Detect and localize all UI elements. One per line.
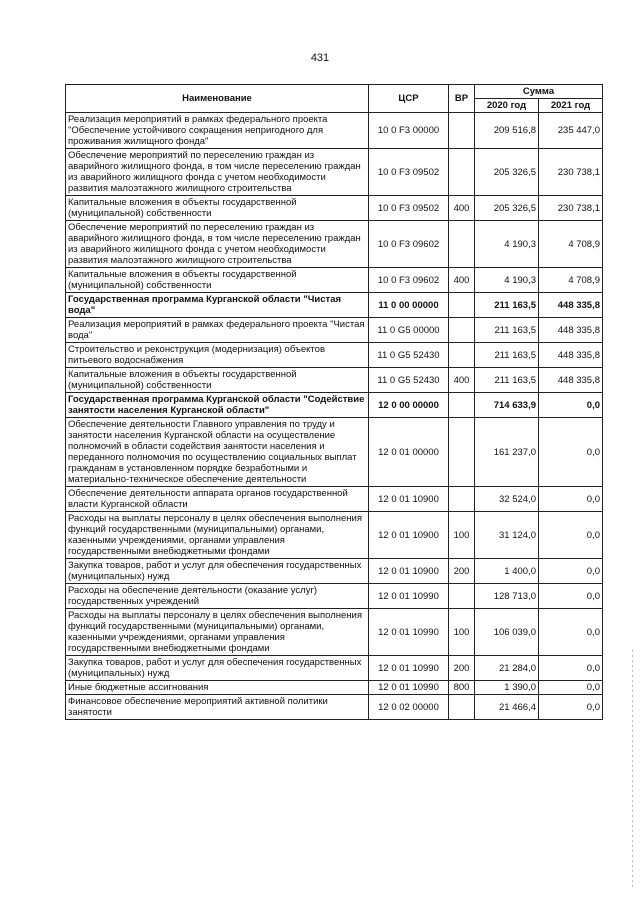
table-row	[66, 113, 603, 149]
row-vr: 200	[449, 559, 475, 584]
row-csr: 12 0 02 00000	[369, 695, 449, 720]
row-sum-2021: 0,0	[539, 512, 603, 559]
row-csr: 12 0 01 10990	[369, 656, 449, 681]
row-name: Обеспечение деятельности Главного управления по труду и занятости населения Курганской области на осуществление полномочий в области содействия занятости населения и переданного полномочия по осуществлению социальных выплат гражданам в установленном порядке безработными и материально-техническое обеспечение деятельности	[66, 418, 369, 487]
row-sum-2021: 0,0	[539, 656, 603, 681]
table-row	[66, 512, 603, 559]
table-row	[66, 393, 603, 418]
row-sum-2020: 21 466,4	[475, 695, 539, 720]
row-name: Обеспечение мероприятий по переселению граждан из аварийного жилищного фонда, в том числе переселению граждан из аварийного жилищного фонда с учетом необходимости развития малоэтажного жилищного строительства	[66, 221, 369, 268]
budget-table	[65, 84, 603, 720]
row-vr	[449, 113, 475, 149]
row-sum-2020: 211 163,5	[475, 318, 539, 343]
row-vr	[449, 318, 475, 343]
row-sum-2020: 205 326,5	[475, 196, 539, 221]
row-name: Расходы на выплаты персоналу в целях обеспечения выполнения функций государственными (муниципальными) органами, казенными учреждениями, органами управления государственными внебюджетными фондами	[66, 512, 369, 559]
row-sum-2020: 211 163,5	[475, 343, 539, 368]
row-vr	[449, 221, 475, 268]
row-sum-2021: 0,0	[539, 393, 603, 418]
row-csr: 10 0 F3 00000	[369, 113, 449, 149]
row-sum-2021: 448 335,8	[539, 318, 603, 343]
row-csr: 11 0 00 00000	[369, 293, 449, 318]
row-sum-2021: 0,0	[539, 609, 603, 656]
scan-artifact	[632, 650, 633, 890]
row-name: Государственная программа Курганской области "Содействие занятости населения Курганской области"	[66, 393, 369, 418]
row-name: Расходы на выплаты персоналу в целях обеспечения выполнения функций государственными (муниципальными) органами, казенными учреждениями, органами управления государственными внебюджетными фондами	[66, 609, 369, 656]
row-vr: 400	[449, 268, 475, 293]
table-row	[66, 268, 603, 293]
row-csr: 12 0 01 10990	[369, 681, 449, 695]
row-vr	[449, 393, 475, 418]
header-sum: Сумма	[475, 85, 603, 99]
table-row	[66, 418, 603, 487]
row-sum-2020: 161 237,0	[475, 418, 539, 487]
header-name: Наименование	[66, 85, 369, 113]
table-row	[66, 318, 603, 343]
row-sum-2020: 209 516,8	[475, 113, 539, 149]
row-vr: 100	[449, 512, 475, 559]
row-csr: 10 0 F3 09602	[369, 268, 449, 293]
row-sum-2021: 0,0	[539, 681, 603, 695]
row-vr: 400	[449, 368, 475, 393]
row-sum-2021: 0,0	[539, 695, 603, 720]
row-sum-2021: 0,0	[539, 584, 603, 609]
row-sum-2020: 21 284,0	[475, 656, 539, 681]
table-row	[66, 368, 603, 393]
table-row	[66, 221, 603, 268]
row-sum-2021: 448 335,8	[539, 368, 603, 393]
header-csr: ЦСР	[369, 85, 449, 113]
row-vr: 200	[449, 656, 475, 681]
row-sum-2021: 230 738,1	[539, 149, 603, 196]
row-sum-2021: 4 708,9	[539, 221, 603, 268]
row-name: Капитальные вложения в объекты государственной (муниципальной) собственности	[66, 368, 369, 393]
row-name: Реализация мероприятий в рамках федерального проекта "Обеспечение устойчивого сокращения непригодного для проживания жилищного фонда"	[66, 113, 369, 149]
row-vr: 100	[449, 609, 475, 656]
row-sum-2020: 211 163,5	[475, 368, 539, 393]
row-name: Закупка товаров, работ и услуг для обеспечения государственных (муниципальных) нужд	[66, 656, 369, 681]
row-name: Реализация мероприятий в рамках федерального проекта "Чистая вода"	[66, 318, 369, 343]
row-csr: 12 0 01 10900	[369, 487, 449, 512]
row-csr: 12 0 01 00000	[369, 418, 449, 487]
row-vr	[449, 584, 475, 609]
row-csr: 11 0 G5 52430	[369, 368, 449, 393]
row-csr: 12 0 01 10990	[369, 609, 449, 656]
row-name: Финансовое обеспечение мероприятий активной политики занятости	[66, 695, 369, 720]
table-row	[66, 487, 603, 512]
row-sum-2020: 714 633,9	[475, 393, 539, 418]
row-csr: 12 0 01 10990	[369, 584, 449, 609]
table-row	[66, 695, 603, 720]
row-sum-2020: 31 124,0	[475, 512, 539, 559]
row-sum-2021: 235 447,0	[539, 113, 603, 149]
table-row	[66, 609, 603, 656]
row-sum-2020: 211 163,5	[475, 293, 539, 318]
row-name: Закупка товаров, работ и услуг для обеспечения государственных (муниципальных) нужд	[66, 559, 369, 584]
header-2020: 2020 год	[475, 99, 539, 113]
row-sum-2020: 128 713,0	[475, 584, 539, 609]
row-vr	[449, 487, 475, 512]
row-csr: 10 0 F3 09502	[369, 149, 449, 196]
row-name: Расходы на обеспечение деятельности (оказание услуг) государственных учреждений	[66, 584, 369, 609]
row-name: Капитальные вложения в объекты государственной (муниципальной) собственности	[66, 268, 369, 293]
row-sum-2020: 1 390,0	[475, 681, 539, 695]
row-name: Обеспечение мероприятий по переселению граждан из аварийного жилищного фонда, в том числе переселению граждан из аварийного жилищного фонда с учетом необходимости развития малоэтажного жилищного строительства	[66, 149, 369, 196]
row-sum-2021: 0,0	[539, 487, 603, 512]
page-number: 431	[310, 52, 330, 64]
row-vr	[449, 149, 475, 196]
row-sum-2021: 448 335,8	[539, 293, 603, 318]
row-vr	[449, 293, 475, 318]
row-sum-2020: 4 190,3	[475, 221, 539, 268]
row-vr	[449, 418, 475, 487]
table-row	[66, 196, 603, 221]
table-row	[66, 343, 603, 368]
row-sum-2021: 0,0	[539, 559, 603, 584]
row-sum-2020: 106 039,0	[475, 609, 539, 656]
row-csr: 11 0 G5 52430	[369, 343, 449, 368]
row-name: Обеспечение деятельности аппарата органов государственной власти Курганской области	[66, 487, 369, 512]
row-csr: 12 0 00 00000	[369, 393, 449, 418]
row-sum-2021: 448 335,8	[539, 343, 603, 368]
header-2021: 2021 год	[539, 99, 603, 113]
row-csr: 12 0 01 10900	[369, 512, 449, 559]
row-name: Капитальные вложения в объекты государственной (муниципальной) собственности	[66, 196, 369, 221]
row-sum-2020: 4 190,3	[475, 268, 539, 293]
row-name: Строительство и реконструкция (модернизация) объектов питьевого водоснабжения	[66, 343, 369, 368]
row-sum-2021: 0,0	[539, 418, 603, 487]
row-name: Иные бюджетные ассигнования	[66, 681, 369, 695]
row-csr: 10 0 F3 09602	[369, 221, 449, 268]
table-row	[66, 149, 603, 196]
table-row	[66, 293, 603, 318]
row-csr: 11 0 G5 00000	[369, 318, 449, 343]
row-sum-2020: 1 400,0	[475, 559, 539, 584]
table-row	[66, 584, 603, 609]
row-name: Государственная программа Курганской области "Чистая вода"	[66, 293, 369, 318]
row-csr: 12 0 01 10900	[369, 559, 449, 584]
row-vr: 800	[449, 681, 475, 695]
header-vr: ВР	[449, 85, 475, 113]
table-row	[66, 656, 603, 681]
row-sum-2021: 4 708,9	[539, 268, 603, 293]
row-sum-2020: 32 524,0	[475, 487, 539, 512]
row-csr: 10 0 F3 09502	[369, 196, 449, 221]
table-row	[66, 559, 603, 584]
row-vr: 400	[449, 196, 475, 221]
row-sum-2021: 230 738,1	[539, 196, 603, 221]
row-vr	[449, 343, 475, 368]
table-row	[66, 681, 603, 695]
row-vr	[449, 695, 475, 720]
row-sum-2020: 205 326,5	[475, 149, 539, 196]
